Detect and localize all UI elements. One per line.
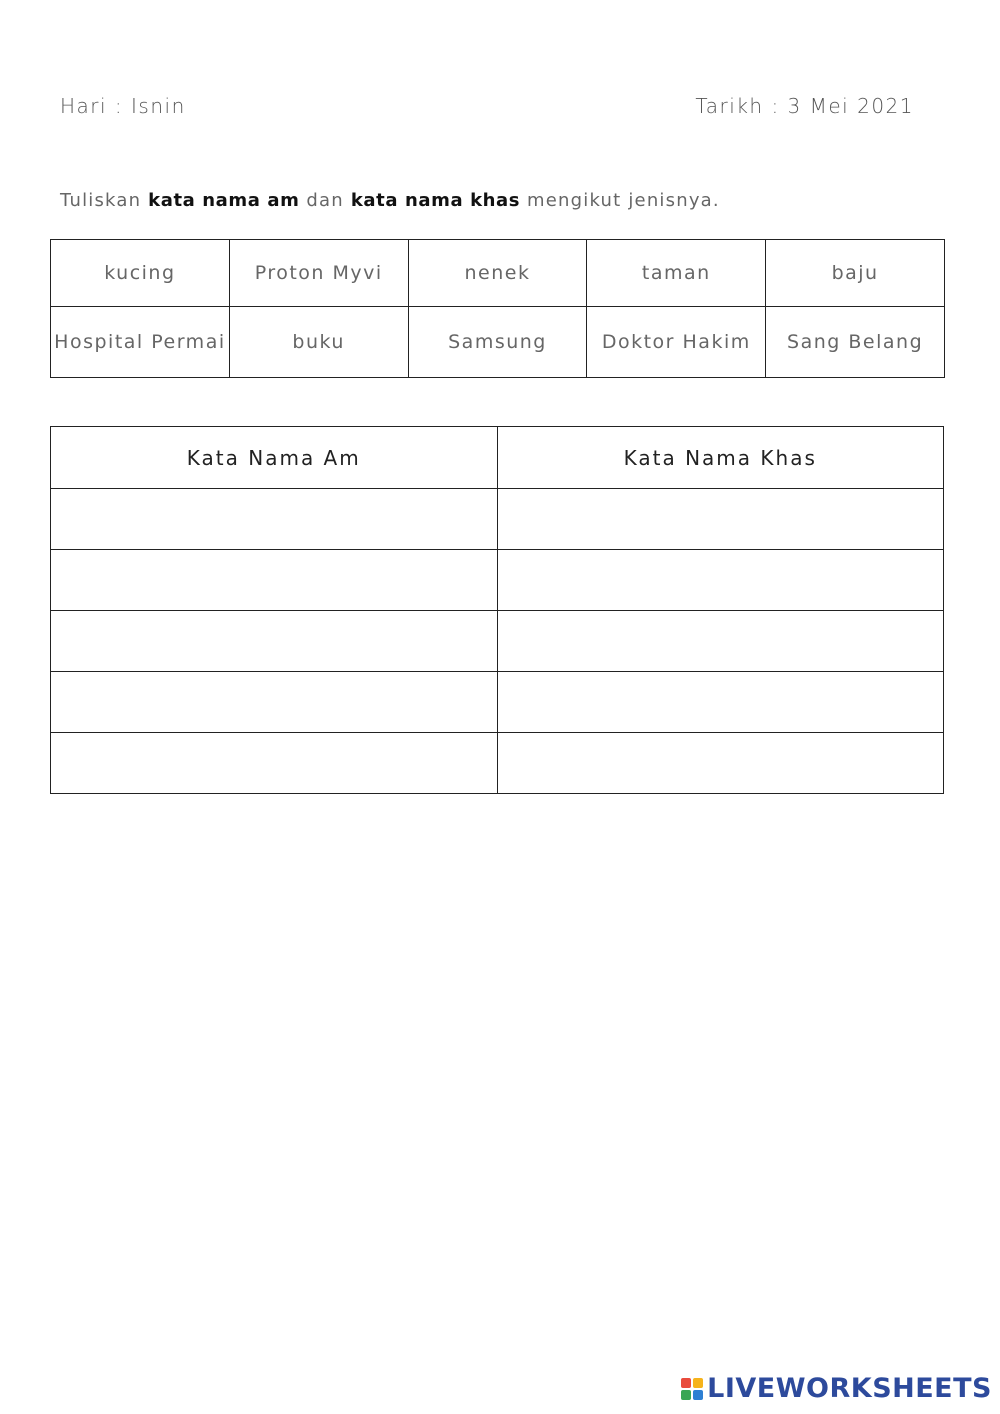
answer-row: [51, 672, 944, 733]
liveworksheets-wordmark: LIVEWORKSHEETS: [707, 1373, 992, 1404]
logo-square-yellow: [693, 1378, 703, 1388]
logo-square-blue: [693, 1390, 703, 1400]
instruction-text: [60, 190, 720, 211]
instruction-part-1: Tuliskan: [60, 190, 149, 211]
answer-cell-am[interactable]: [51, 550, 498, 611]
logo-square-green: [681, 1390, 691, 1400]
word-cell[interactable]: Hospital Permai: [51, 307, 230, 378]
word-cell[interactable]: taman: [587, 240, 766, 307]
instruction-bold-kata-nama-khas: kata nama khas: [350, 190, 521, 211]
answer-cell-khas[interactable]: [497, 550, 944, 611]
answer-cell-am[interactable]: [51, 733, 498, 794]
word-cell[interactable]: buku: [229, 307, 408, 378]
answer-cell-am[interactable]: [51, 489, 498, 550]
answer-cell-khas[interactable]: [497, 489, 944, 550]
answer-row: [51, 489, 944, 550]
answer-table: [50, 426, 944, 794]
answer-body: [51, 489, 944, 794]
answer-row: [51, 611, 944, 672]
word-cell[interactable]: Samsung: [408, 307, 587, 378]
answer-cell-khas[interactable]: [497, 672, 944, 733]
header-kata-nama-am: Kata Nama Am: [51, 427, 498, 489]
word-cell[interactable]: nenek: [408, 240, 587, 307]
word-bank-table: [50, 239, 945, 378]
word-cell[interactable]: Proton Myvi: [229, 240, 408, 307]
word-bank-row: [51, 307, 945, 378]
word-cell[interactable]: kucing: [51, 240, 230, 307]
instruction-part-3: mengikut jenisnya.: [520, 190, 720, 211]
date-label: Tarikh : 3 Mei 2021: [695, 94, 914, 118]
logo-square-red: [681, 1378, 691, 1388]
header-kata-nama-khas: Kata Nama Khas: [497, 427, 944, 489]
answer-cell-am[interactable]: [51, 672, 498, 733]
answer-row: [51, 733, 944, 794]
answer-cell-am[interactable]: [51, 611, 498, 672]
answer-row: [51, 550, 944, 611]
word-cell[interactable]: Sang Belang: [766, 307, 945, 378]
word-bank-row: [51, 240, 945, 307]
day-label: Hari : Isnin: [60, 94, 186, 118]
instruction-part-2: dan: [299, 190, 351, 211]
liveworksheets-logo-icon: [681, 1378, 703, 1400]
instruction-bold-kata-nama-am: kata nama am: [148, 190, 300, 211]
word-cell[interactable]: baju: [766, 240, 945, 307]
word-cell[interactable]: Doktor Hakim: [587, 307, 766, 378]
answer-cell-khas[interactable]: [497, 733, 944, 794]
liveworksheets-branding: [681, 1373, 992, 1404]
answer-cell-khas[interactable]: [497, 611, 944, 672]
answer-header-row: [51, 427, 944, 489]
